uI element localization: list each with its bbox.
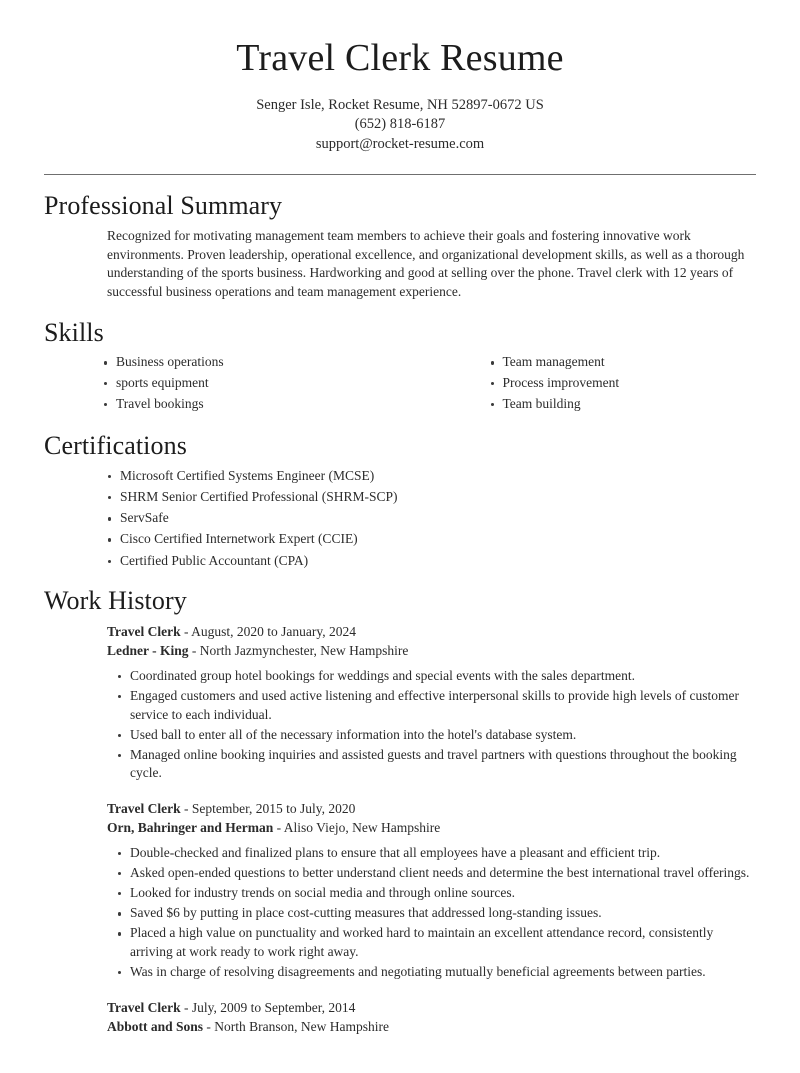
list-item: Business operations [103,353,430,372]
job-dates: - September, 2015 to July, 2020 [180,801,356,817]
job-company-line [107,1017,756,1036]
list-item: Certified Public Accountant (CPA) [107,552,756,571]
list-item: Cisco Certified Internetwork Expert (CCIE) [107,530,756,549]
job-role: Travel Clerk [107,999,181,1015]
section-skills [44,318,756,416]
job-company: Ledner - King [107,642,189,658]
work-history-entry [107,799,756,982]
job-location: - Aliso Viejo, New Hampshire [273,820,441,836]
list-item: Was in charge of resolving disagreements and negotiating mutually beneficial agreements between parties. [117,963,756,982]
list-item: Engaged customers and used active listening and effective interpersonal skills to provide high levels of customer service to each individual. [117,687,756,724]
job-company-line [107,641,756,660]
list-item: Team management [490,353,757,372]
job-title-line [107,622,756,641]
section-heading-skills: Skills [44,317,104,347]
list-item: Managed online booking inquiries and assisted guests and travel partners with questions throughout the booking cycle. [117,746,756,783]
section-work-history [44,586,756,1036]
job-bullet-list [117,844,756,982]
certifications-body [44,467,756,570]
section-professional-summary [44,191,756,301]
section-heading-certifications: Certifications [44,431,187,461]
list-item: Process improvement [490,374,757,393]
job-bullets [107,667,756,783]
skills-list-left [103,353,430,413]
summary-body [44,227,756,301]
section-certifications [44,431,756,570]
list-item: SHRM Senior Certified Professional (SHRM-SCP) [107,488,756,507]
section-heading-work-history: Work History [44,586,187,616]
list-item: ServSafe [107,509,756,528]
page-title: Travel Clerk Resume [236,37,564,79]
list-item: Microsoft Certified Systems Engineer (MCSE) [107,467,756,486]
contact-email: support@rocket-resume.com [315,135,485,152]
job-role: Travel Clerk [107,801,181,817]
list-item: Placed a high value on punctuality and worked hard to maintain an excellent attendance record, consistently arriving at work ready to work right away. [117,924,756,961]
job-location: - North Branson, New Hampshire [203,1018,390,1034]
work-history-entry [107,622,756,783]
list-item: Looked for industry trends on social media and through online sources. [117,884,756,903]
work-history-entry [107,998,756,1036]
resume-page [0,38,800,1036]
contact-address: Senger Isle, Rocket Resume, NH 52897-0672 US [256,96,544,113]
list-item: Team building [490,395,757,414]
list-item: Saved $6 by putting in place cost-cutting measures that addressed long-standing issues. [117,904,756,923]
header-divider [44,174,756,175]
job-role: Travel Clerk [107,623,181,639]
skills-column-left [103,353,430,415]
skills-columns [44,353,756,415]
job-title-line [107,799,756,818]
job-dates: - July, 2009 to September, 2014 [180,999,356,1015]
contact-phone: (652) 818-6187 [354,116,446,133]
skills-column-right [430,353,757,415]
job-title-line [107,998,756,1017]
skills-list-right [490,353,757,413]
job-bullet-list [117,667,756,783]
list-item: Double-checked and finalized plans to ensure that all employees have a pleasant and efficient trip. [117,844,756,863]
summary-text: Recognized for motivating management team members to achieve their goals and fostering innovative work environments. Proven leadership, operational excellence, and organizational development skills, as well as a thorough understanding of the sports business. Hardworking and good at selling over the phone. Travel clerk with 12 years of successful business operations and team management experience. [107,228,745,299]
work-history-body [44,622,756,1036]
certifications-list [107,467,756,570]
job-company: Abbott and Sons [107,1018,204,1034]
contact-block [44,96,756,155]
job-bullets [107,844,756,982]
job-location: - North Jazmynchester, New Hampshire [188,642,409,658]
list-item: Asked open-ended questions to better understand client needs and determine the best international travel offerings. [117,864,756,883]
resume-header [44,38,756,175]
list-item: sports equipment [103,374,430,393]
list-item: Travel bookings [103,395,430,414]
job-company-line [107,818,756,837]
job-company: Orn, Bahringer and Herman [107,820,274,836]
list-item: Used ball to enter all of the necessary information into the hotel's database system. [117,726,756,745]
section-heading-summary: Professional Summary [44,191,283,221]
job-dates: - August, 2020 to January, 2024 [180,623,356,639]
list-item: Coordinated group hotel bookings for weddings and special events with the sales department. [117,667,756,686]
